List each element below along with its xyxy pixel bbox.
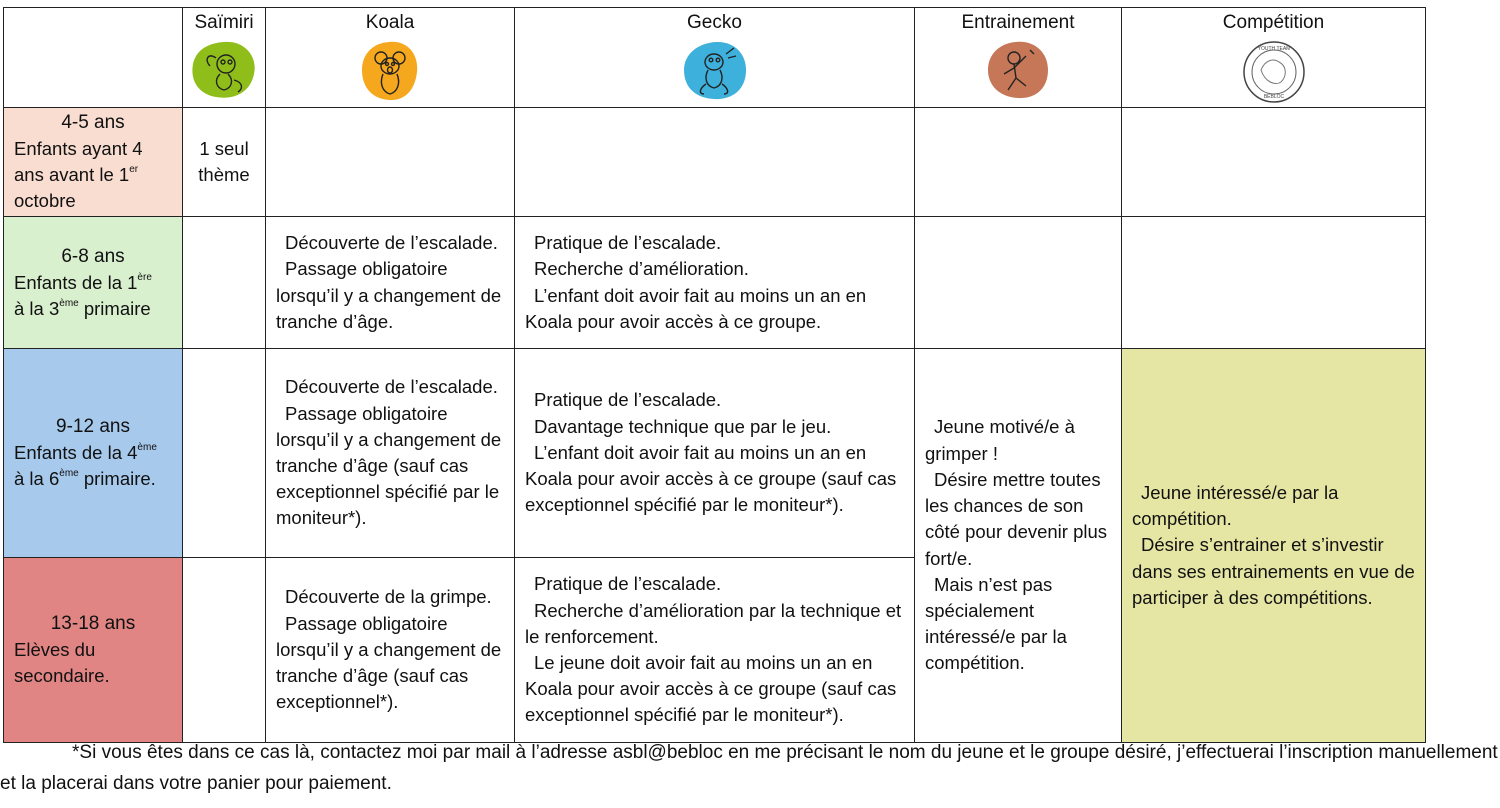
- gecko-cell: [515, 558, 915, 743]
- saimiri-cell-empty: [183, 558, 266, 743]
- age-desc-mid: à la 3: [14, 297, 60, 319]
- koala-cell: [266, 558, 515, 743]
- gecko-logo-icon: [682, 40, 748, 100]
- entrainement-cell: [915, 349, 1122, 743]
- monkey-logo-icon: [190, 40, 258, 100]
- header-label-saimiri: Saïmiri: [194, 12, 254, 33]
- koala-cell: [266, 349, 515, 558]
- age-desc-sup: ème: [59, 468, 79, 479]
- age-label: 4-5 ans: [61, 112, 125, 133]
- age-desc-sup: ème: [59, 297, 79, 309]
- koala-line: Passage obligatoire lorsqu’il y a changement de tranche d’âge (sauf cas exceptionnel*).: [276, 612, 502, 713]
- koala-cell-empty: [266, 108, 515, 217]
- saimiri-cell-empty: [183, 349, 266, 558]
- age-desc-end: octobre: [14, 190, 76, 211]
- koala-line: Découverte de l’escalade.: [285, 376, 498, 398]
- footnote-text: *Si vous êtes dans ce cas là, contactez moi par mail à l’adresse asbl@bebloc en me précisant le nom du jeune et le groupe désiré, j’effectuerai l’inscription manuellement et la placerai dans votre panier pour paiement.: [0, 742, 1498, 794]
- koala-line: Passage obligatoire lorsqu’il y a changement de tranche d’âge.: [276, 258, 502, 332]
- gecko-line: Recherche d’amélioration.: [534, 258, 749, 280]
- gecko-line: Pratique de l’escalade.: [534, 389, 722, 411]
- age-label: 13-18 ans: [50, 613, 136, 634]
- gecko-line: L’enfant doit avoir fait au moins un an en Koala pour avoir accès à ce groupe.: [525, 284, 867, 332]
- header-label-koala: Koala: [365, 12, 415, 33]
- header-koala: [266, 8, 515, 108]
- koala-line: Découverte de la grimpe.: [285, 586, 492, 608]
- header-row: [4, 8, 1426, 108]
- entrainement-cell-empty: [915, 108, 1122, 217]
- climber-logo-icon: [986, 40, 1050, 100]
- header-label-entrainement: Entrainement: [961, 12, 1075, 33]
- youth-team-seal-icon: [1241, 40, 1307, 104]
- gecko-line: Pratique de l’escalade.: [534, 573, 722, 595]
- header-competition: [1122, 8, 1426, 108]
- koala-logo-icon: [359, 40, 421, 102]
- koala-cell: [266, 217, 515, 349]
- saimiri-cell: 1 seul thème: [183, 108, 266, 217]
- saimiri-cell-empty: [183, 217, 266, 349]
- age-cell: [4, 349, 183, 558]
- row-9-12: [4, 349, 1426, 558]
- header-entrainement: [915, 8, 1122, 108]
- koala-line: Découverte de l’escalade.: [285, 232, 498, 254]
- gecko-cell: [515, 349, 915, 558]
- entrainement-cell-empty: [915, 217, 1122, 349]
- header-empty-cell: [4, 8, 183, 108]
- entrainement-line: Désire mettre toutes les chances de son côté pour devenir plus fort/e.: [925, 468, 1108, 569]
- header-gecko: [515, 8, 915, 108]
- entrainement-line: Jeune motivé/e à grimper !: [925, 416, 1075, 464]
- footnote: [0, 737, 1500, 799]
- age-desc-end: primaire.: [78, 468, 156, 489]
- koala-line: Passage obligatoire lorsqu’il y a changement de tranche d’âge (sauf cas exceptionnel spécifié par le moniteur*).: [276, 402, 502, 529]
- gecko-line: Le jeune doit avoir fait au moins un an en Koala pour avoir accès à ce groupe (sauf cas exceptionnel spécifié par le moniteur*).: [525, 652, 897, 726]
- age-desc-end: primaire: [78, 297, 151, 319]
- competition-cell-empty: [1122, 217, 1426, 349]
- row-6-8: [4, 217, 1426, 349]
- age-cell: [4, 558, 183, 743]
- gecko-cell-empty: [515, 108, 915, 217]
- age-desc-mid: à la 6: [14, 468, 60, 489]
- competition-line: Désire s’entrainer et s’investir dans ses entrainements en vue de participer à des compétitions.: [1132, 534, 1415, 608]
- age-desc: Enfants de la 1: [14, 271, 138, 293]
- age-desc: Enfants de la 4: [14, 442, 138, 463]
- climber-logo-blob: [988, 42, 1048, 98]
- age-desc-sup: er: [129, 164, 139, 175]
- header-label-gecko: Gecko: [687, 12, 742, 33]
- age-label: 9-12 ans: [56, 416, 130, 437]
- seal-top-text: YOUTH TEAM: [1257, 46, 1290, 52]
- row-4-5: [4, 108, 1426, 217]
- gecko-line: Recherche d’amélioration par la technique et le renforcement.: [525, 599, 902, 647]
- entrainement-line: Mais n’est pas spécialement intéressé/e par la compétition.: [925, 573, 1067, 674]
- age-desc-sup: ère: [137, 271, 152, 283]
- gecko-line: L’enfant doit avoir fait au moins un an en Koala pour avoir accès à ce groupe (sauf cas exceptionnel spécifié par le moniteur*).: [525, 441, 897, 516]
- age-desc-sup: ème: [137, 442, 157, 453]
- age-cell: [4, 108, 183, 217]
- groups-table: [3, 7, 1426, 743]
- gecko-line: Davantage technique que par le jeu.: [534, 415, 832, 437]
- age-desc: Elèves du secondaire.: [14, 639, 110, 686]
- competition-line: Jeune intéressé/e par la compétition.: [1132, 481, 1339, 530]
- age-label: 6-8 ans: [61, 245, 125, 267]
- gecko-cell: [515, 217, 915, 349]
- competition-cell: [1122, 349, 1426, 743]
- gecko-line: Pratique de l’escalade.: [534, 232, 722, 254]
- competition-cell-empty: [1122, 108, 1426, 217]
- age-desc: Enfants ayant 4 ans avant le 1: [14, 138, 143, 185]
- koala-logo-blob: [362, 42, 417, 100]
- age-cell: [4, 217, 183, 349]
- header-saimiri: [183, 8, 266, 108]
- seal-bottom-text: BEBLOC: [1263, 94, 1284, 100]
- header-label-competition: Compétition: [1222, 12, 1325, 33]
